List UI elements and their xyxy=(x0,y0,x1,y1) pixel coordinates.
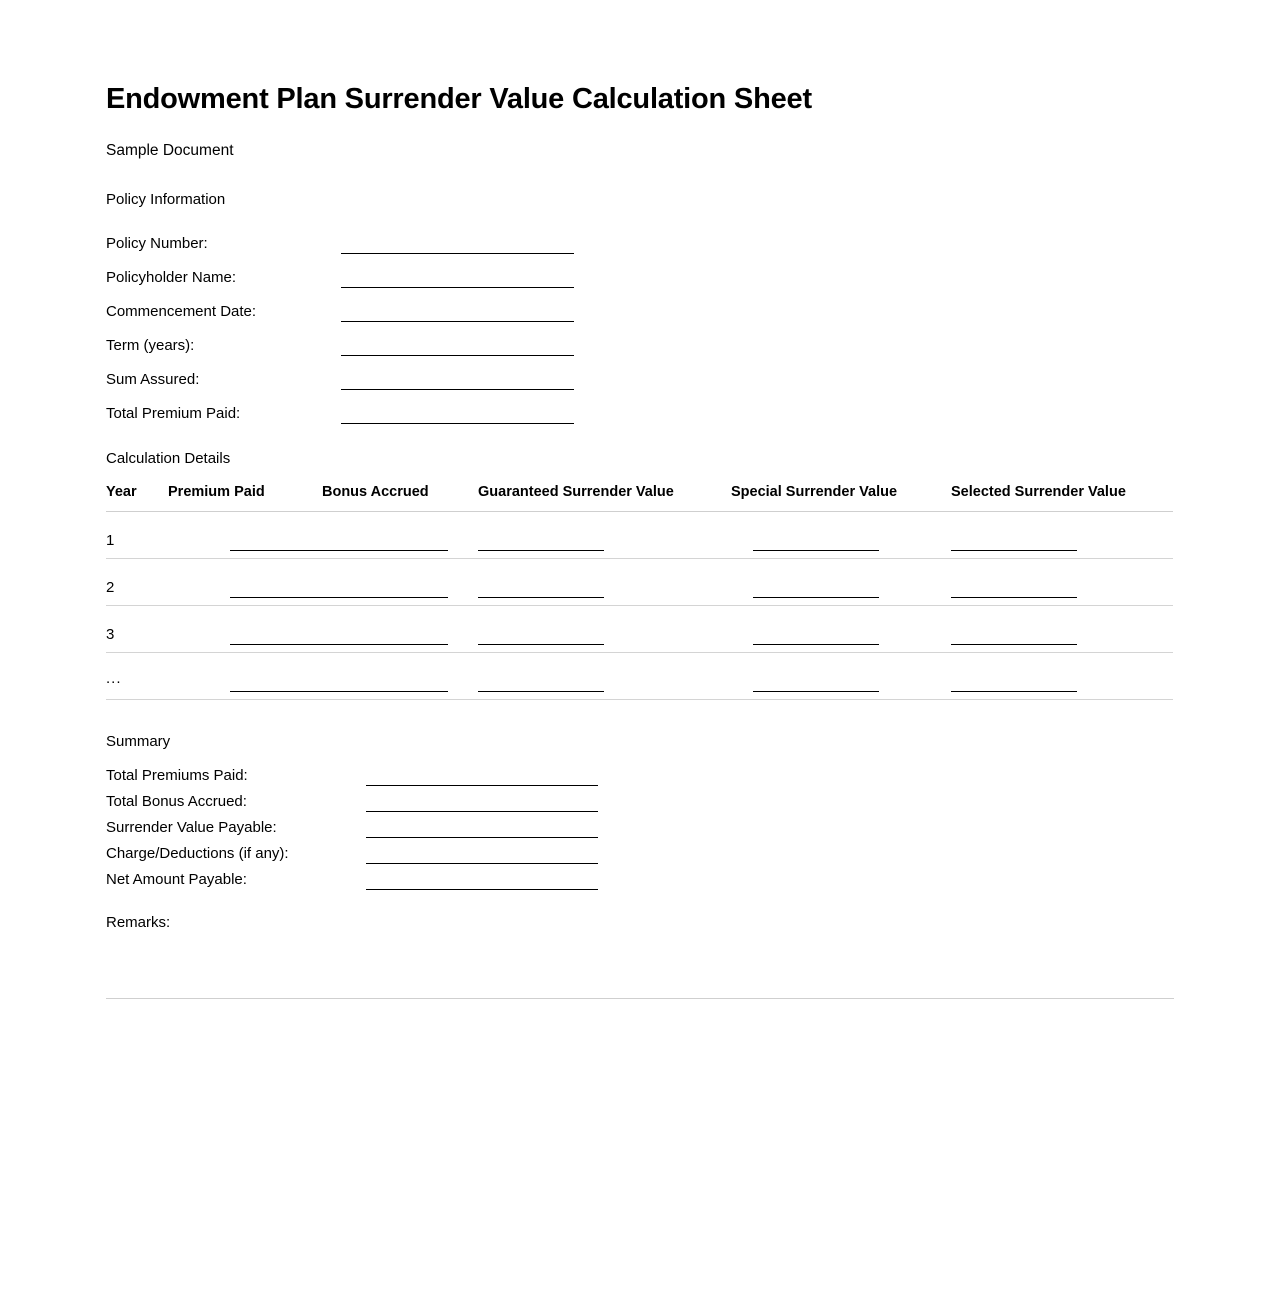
table-header-row xyxy=(106,484,1173,512)
column-header-premium-paid: Premium Paid xyxy=(168,484,265,500)
summary-section xyxy=(106,700,1174,890)
cell-selected-surrender-value xyxy=(951,512,1173,559)
field-row-commencement-date xyxy=(106,288,1174,322)
field-label-charge-deductions: Charge/Deductions (if any): xyxy=(106,845,289,862)
cell-selected-surrender-value xyxy=(951,606,1173,653)
cell-guaranteed-surrender-value xyxy=(478,559,731,606)
cell-bonus-accrued xyxy=(322,653,478,700)
cell-premium-paid xyxy=(168,512,322,559)
cell-bonus-accrued xyxy=(322,559,478,606)
column-header-guaranteed-surrender-value: Guaranteed Surrender Value xyxy=(478,484,674,500)
field-input-net-amount-payable[interactable] xyxy=(366,874,598,890)
table-header xyxy=(106,484,1173,512)
calculation-details-section xyxy=(106,424,1174,700)
field-row-charge-deductions xyxy=(106,838,1174,864)
summary-heading: Summary xyxy=(106,733,171,750)
table-body xyxy=(106,512,1173,700)
cell-bonus-accrued xyxy=(322,512,478,559)
field-row-term-years xyxy=(106,322,1174,356)
cell-input-guaranteed-surrender-value[interactable] xyxy=(478,581,604,598)
cell-input-guaranteed-surrender-value[interactable] xyxy=(478,534,604,551)
cell-guaranteed-surrender-value xyxy=(478,606,731,653)
footer-divider xyxy=(106,998,1174,999)
document-subtitle: Sample Document xyxy=(106,142,234,159)
field-label-surrender-value-payable: Surrender Value Payable: xyxy=(106,819,277,836)
policy-information-heading: Policy Information xyxy=(106,191,226,208)
field-label-policy-number: Policy Number: xyxy=(106,235,208,252)
calculation-details-heading: Calculation Details xyxy=(106,450,231,467)
field-input-total-premium-paid[interactable] xyxy=(341,406,574,424)
table-row xyxy=(106,606,1173,653)
cell-input-selected-surrender-value[interactable] xyxy=(951,581,1077,598)
column-header-special-surrender-value: Special Surrender Value xyxy=(731,484,898,500)
cell-input-selected-surrender-value[interactable] xyxy=(951,675,1077,692)
cell-year: 2 xyxy=(106,579,115,596)
page-title: Endowment Plan Surrender Value Calculation Sheet xyxy=(106,83,812,115)
field-row-total-bonus-accrued xyxy=(106,786,1174,812)
cell-year-ellipsis: ... xyxy=(106,670,122,687)
field-input-surrender-value-payable[interactable] xyxy=(366,822,598,838)
cell-guaranteed-surrender-value xyxy=(478,512,731,559)
cell-input-special-surrender-value[interactable] xyxy=(753,581,879,598)
cell-input-guaranteed-surrender-value[interactable] xyxy=(478,675,604,692)
cell-special-surrender-value xyxy=(731,606,951,653)
cell-special-surrender-value xyxy=(731,559,951,606)
summary-fields xyxy=(106,760,1174,890)
cell-selected-surrender-value xyxy=(951,559,1173,606)
cell-guaranteed-surrender-value xyxy=(478,653,731,700)
cell-input-selected-surrender-value[interactable] xyxy=(951,628,1077,645)
cell-input-guaranteed-surrender-value[interactable] xyxy=(478,628,604,645)
cell-input-bonus-accrued[interactable] xyxy=(322,675,448,692)
remarks-input[interactable] xyxy=(106,932,1174,980)
cell-input-bonus-accrued[interactable] xyxy=(322,534,448,551)
field-input-total-premiums-paid[interactable] xyxy=(366,770,598,786)
column-header-year: Year xyxy=(106,484,137,500)
field-label-total-premiums-paid: Total Premiums Paid: xyxy=(106,767,248,784)
field-row-total-premiums-paid xyxy=(106,760,1174,786)
cell-special-surrender-value xyxy=(731,653,951,700)
cell-selected-surrender-value xyxy=(951,653,1173,700)
cell-special-surrender-value xyxy=(731,512,951,559)
field-label-sum-assured: Sum Assured: xyxy=(106,371,200,388)
table-row xyxy=(106,653,1173,700)
policy-information-section xyxy=(106,160,1174,424)
field-row-surrender-value-payable xyxy=(106,812,1174,838)
field-input-commencement-date[interactable] xyxy=(341,304,574,322)
column-header-bonus-accrued: Bonus Accrued xyxy=(322,484,429,500)
cell-year: 1 xyxy=(106,532,115,549)
cell-bonus-accrued xyxy=(322,606,478,653)
cell-input-selected-surrender-value[interactable] xyxy=(951,534,1077,551)
cell-input-special-surrender-value[interactable] xyxy=(753,675,879,692)
field-input-term-years[interactable] xyxy=(341,338,574,356)
cell-input-bonus-accrued[interactable] xyxy=(322,628,448,645)
cell-input-special-surrender-value[interactable] xyxy=(753,628,879,645)
field-label-total-bonus-accrued: Total Bonus Accrued: xyxy=(106,793,247,810)
field-row-net-amount-payable xyxy=(106,864,1174,890)
remarks-section xyxy=(106,890,1174,980)
field-input-total-bonus-accrued[interactable] xyxy=(366,796,598,812)
field-label-term-years: Term (years): xyxy=(106,337,195,354)
policy-information-fields xyxy=(106,220,1174,424)
cell-year: 3 xyxy=(106,626,115,643)
cell-premium-paid xyxy=(168,606,322,653)
column-header-selected-surrender-value: Selected Surrender Value xyxy=(951,484,1126,500)
field-row-policyholder-name xyxy=(106,254,1174,288)
field-label-commencement-date: Commencement Date: xyxy=(106,303,257,320)
cell-input-special-surrender-value[interactable] xyxy=(753,534,879,551)
cell-premium-paid xyxy=(168,653,322,700)
cell-premium-paid xyxy=(168,559,322,606)
calculation-details-table xyxy=(106,484,1173,700)
field-input-charge-deductions[interactable] xyxy=(366,848,598,864)
field-row-policy-number xyxy=(106,220,1174,254)
field-row-total-premium-paid xyxy=(106,390,1174,424)
field-input-policy-number[interactable] xyxy=(341,236,574,254)
field-row-sum-assured xyxy=(106,356,1174,390)
field-input-policyholder-name[interactable] xyxy=(341,270,574,288)
field-label-net-amount-payable: Net Amount Payable: xyxy=(106,871,247,888)
remarks-label: Remarks: xyxy=(106,914,171,931)
field-label-total-premium-paid: Total Premium Paid: xyxy=(106,405,241,422)
document-content xyxy=(106,0,1174,999)
cell-input-bonus-accrued[interactable] xyxy=(322,581,448,598)
table-row xyxy=(106,512,1173,559)
field-input-sum-assured[interactable] xyxy=(341,372,574,390)
field-label-policyholder-name: Policyholder Name: xyxy=(106,269,237,286)
table-row xyxy=(106,559,1173,606)
